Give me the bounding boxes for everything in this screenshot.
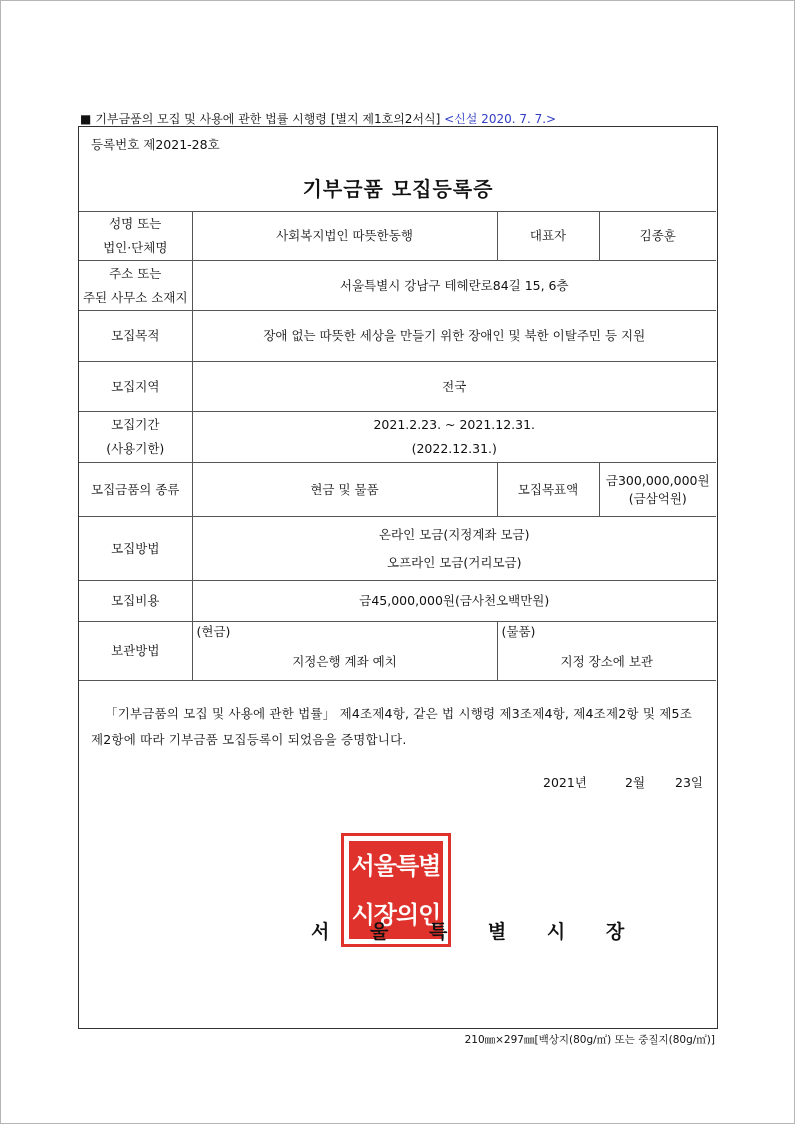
purpose-value: 장애 없는 따뜻한 세상을 만들기 위한 장애인 및 북한 이탈주민 등 지원	[192, 311, 716, 362]
issuer-name: 서 울 특 별 시 장	[311, 921, 642, 943]
storage-goods	[497, 622, 716, 681]
registration-table	[79, 211, 716, 681]
kind-value: 현금 및 물품	[192, 463, 497, 517]
paper-spec-note: 210㎜×297㎜[백상지(80g/㎡) 또는 중질지(80g/㎡)]	[464, 1034, 715, 1046]
address-label-line1: 주소 또는	[109, 265, 162, 281]
purpose-label: 모집목적	[79, 311, 192, 362]
storage-goods-value: 지정 장소에 보관	[560, 654, 653, 669]
row-method	[79, 517, 716, 581]
row-period	[79, 412, 716, 463]
address-value: 서울특별시 강남구 테헤란로84길 15, 6층	[192, 261, 716, 311]
date-year: 2021년	[543, 775, 587, 790]
cost-label: 모집비용	[79, 581, 192, 622]
target-amount-line2: (금삼억원)	[628, 490, 687, 506]
law-reference: 기부금품의 모집 및 사용에 관한 법률 시행령 [별지 제1호의2서식]	[95, 112, 441, 126]
row-purpose	[79, 311, 716, 362]
seal-text-line1: 서울특별	[351, 851, 441, 880]
row-kind	[79, 463, 716, 517]
period-value-line2: (2022.12.31.)	[411, 441, 497, 456]
row-name	[79, 212, 716, 261]
row-address	[79, 261, 716, 311]
period-value-line1: 2021.2.23. ~ 2021.12.31.	[373, 417, 536, 432]
method-value-line1: 온라인 모금(지정계좌 모금)	[378, 526, 530, 542]
storage-goods-label: (물품)	[501, 624, 536, 639]
period-label-line1: 모집기간	[111, 417, 160, 432]
name-label-line1: 성명 또는	[109, 216, 162, 231]
document-title: 기부금품 모집등록증	[302, 177, 494, 201]
form-header	[80, 110, 556, 127]
method-label: 모집방법	[79, 517, 192, 581]
seal-text-line2: 시장의인	[351, 900, 441, 929]
period-label-line2: (사용기한)	[106, 441, 165, 456]
revision-note: <신설 2020. 7. 7.>	[444, 112, 557, 126]
period-label	[79, 412, 192, 463]
name-label	[79, 212, 192, 261]
target-amount-label: 모집목표액	[497, 463, 599, 517]
cost-value: 금45,000,000원(금사천오백만원)	[192, 581, 716, 622]
address-label-line2: 주된 사무소 소재지	[82, 289, 188, 305]
method-value-line2: 오프라인 모금(거리모금)	[387, 554, 522, 570]
period-value	[192, 412, 716, 463]
storage-cash-value: 지정은행 계좌 예치	[292, 654, 397, 669]
representative-label: 대표자	[497, 212, 599, 261]
row-region	[79, 362, 716, 412]
target-amount-value	[599, 463, 716, 517]
registration-number: 등록번호 제2021-28호	[91, 137, 220, 152]
kind-label: 모집금품의 종류	[79, 463, 192, 517]
storage-cash-label: (현금)	[196, 624, 231, 639]
certificate-box	[78, 126, 718, 1029]
method-value	[192, 517, 716, 581]
name-label-line2: 법인·단체명	[103, 240, 168, 255]
date-day: 23일	[675, 775, 703, 790]
address-label	[79, 261, 192, 311]
storage-cash	[192, 622, 497, 681]
region-label: 모집지역	[79, 362, 192, 412]
row-storage	[79, 622, 716, 681]
date-month: 2월	[625, 775, 646, 790]
name-value: 사회복지법인 따뜻한동행	[192, 212, 497, 261]
square-bullet-icon: ■	[80, 112, 92, 126]
region-value: 전국	[192, 362, 716, 412]
row-cost	[79, 581, 716, 622]
certification-statement: 「기부금품의 모집 및 사용에 관한 법률」 제4조제4항, 같은 법 시행령 제3조제4항, 제4조제2항 및 제5조제2항에 따라 기부금품 모집등록이 되었음을 증명합니다.	[91, 706, 692, 747]
storage-label: 보관방법	[79, 622, 192, 681]
representative-value: 김종훈	[599, 212, 716, 261]
target-amount-line1: 금300,000,000원	[605, 472, 710, 488]
